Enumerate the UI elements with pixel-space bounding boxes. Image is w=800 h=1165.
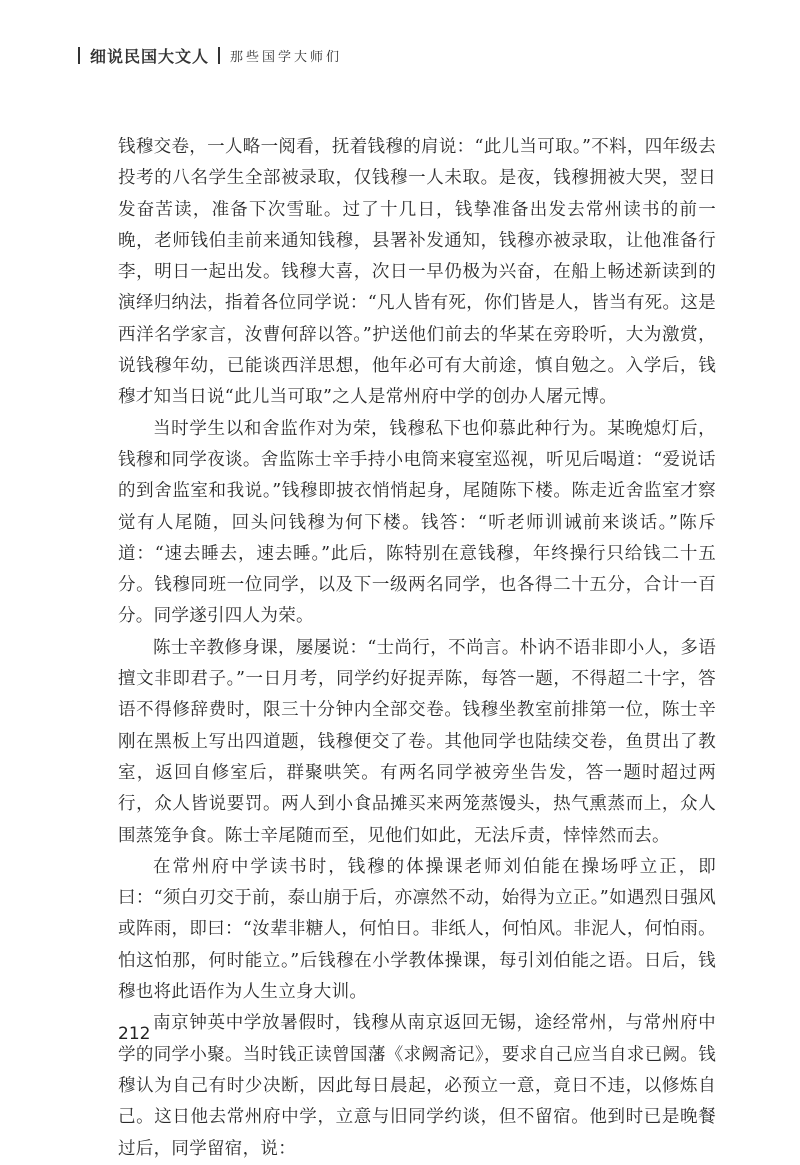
page-number: 212 [118, 1024, 151, 1044]
running-header [78, 44, 342, 67]
paragraph: 南京钟英中学放暑假时，钱穆从南京返回无锡，途经常州，与常州府中学的同学小聚。当时钱正读曾国藩《求阙斋记》，要求自己应当自求已阙。钱穆认为自己有时少决断，因此每日晨起，必预立一意，竟日不违，以修炼自己。这日他去常州府中学，立意与旧同学约谈，但不留宿。他到时已是晚餐过后，同学留宿，说： [118, 1013, 716, 1159]
paragraph: 陈士辛教修身课，屡屡说：“士尚行，不尚言。朴讷不语非即小人，多语擅文非即君子。”一日月考，同学约好捉弄陈，每答一题，不得超二十字，答语不得修辞费时，限三十分钟内全部交卷。钱穆坐教室前排第一位，陈士辛刚在黑板上写出四道题，钱穆便交了卷。其他同学也陆续交卷，鱼贯出了教室，返回自修室后，群聚哄笑。有两名同学被旁坐告发，答一题时超过两行，众人皆说要罚。两人到小食品摊买来两笼蒸馒头，热气熏蒸而上，众人围蒸笼争食。陈士辛尾随而至，见他们如此，无法斥责，悻悻然而去。 [118, 637, 716, 846]
paragraph: 当时学生以和舍监作对为荣，钱穆私下也仰慕此种行为。某晚熄灯后，钱穆和同学夜谈。舍监陈士辛手持小电筒来寝室巡视，听见后喝道：“爱说话的到舍监室和我说。”钱穆即披衣悄悄起身，尾随陈下楼。陈走近舍监室才察觉有人尾随，回头问钱穆为何下楼。钱答：“听老师训诫前来谈话。”陈斥道：“速去睡去，速去睡。”此后，陈特别在意钱穆，年终操行只给钱二十五分。钱穆同班一位同学，以及下一级两名同学，也各得二十五分，合计一百分。同学遂引四人为荣。 [118, 418, 716, 627]
header-divider [78, 47, 80, 64]
book-title: 细说民国大文人 [90, 47, 210, 66]
header-divider [218, 47, 220, 64]
chapter-title: 那些国学大师们 [230, 50, 343, 65]
body-text [118, 132, 716, 1165]
paragraph: 在常州府中学读书时，钱穆的体操课老师刘伯能在操场呼立正，即曰：“须白刃交于前，泰山崩于后，亦凛然不动，始得为立正。”如遇烈日强风或阵雨，即曰：“汝辈非糖人，何怕日。非纸人，何怕风。非泥人，何怕雨。怕这怕那，何时能立。”后钱穆在小学教体操课，每引刘伯能之语。日后，钱穆也将此语作为人生立身大训。 [118, 856, 716, 1003]
paragraph: 钱穆交卷，一人略一阅看，抚着钱穆的肩说：“此儿当可取。”不料，四年级去投考的八名学生全部被录取，仅钱穆一人未取。是夜，钱穆拥被大哭，翌日发奋苦读，准备下次雪耻。过了十几日，钱挚准备出发去常州读书的前一晚，老师钱伯圭前来通知钱穆，县署补发通知，钱穆亦被录取，让他准备行李，明日一起出发。钱穆大喜，次日一早仍极为兴奋，在船上畅述新读到的演绎归纳法，指着各位同学说：“凡人皆有死，你们皆是人，皆当有死。这是西洋名学家言，汝曹何辞以答。”护送他们前去的华某在旁聆听，大为激赏，说钱穆年幼，已能谈西洋思想，他年必可有大前途，慎自勉之。入学后，钱穆才知当日说“此儿当可取”之人是常州府中学的创办人屠元博。 [118, 137, 716, 408]
